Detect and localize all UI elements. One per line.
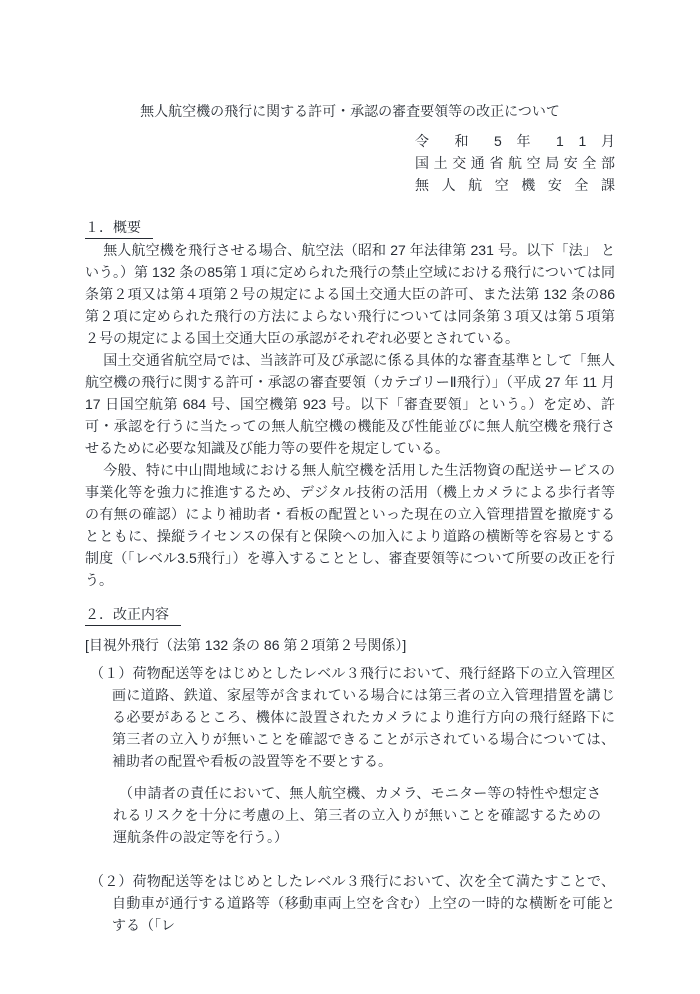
section1-heading: １．概要 [85,216,153,239]
section1-heading-row [85,216,615,239]
byline-block [415,130,615,196]
section2-heading: ２．改正内容 [85,603,181,626]
section-overview [85,216,615,591]
overview-paragraph-2: 国土交通省航空局では、当該許可及び承認に係る具体的な審査基準として「無人航空機の飛行に関する許可・承認の審査要領（カテゴリーⅡ飛行）」（平成 27 年 11 月 17 日国空航第 684 号、国空機第 923 号。以下「審査要領」という。）を定め、許可・承認を行うに当たっての無人航空機の機能及び性能並びに無人航空機を飛行させるために必要な知識及び能力等の要件を規定している。 [85,352,615,456]
section-amendments [85,603,615,936]
document-title: 無人航空機の飛行に関する許可・承認の審査要領等の改正について [140,103,560,119]
overview-paragraph-3: 今般、特に中山間地域における無人航空機を活用した生活物資の配送サービスの事業化等を強力に推進するため、デジタル技術の活用（機上カメラによる歩行者等の有無の確認）により補助者・看板の配置といった現在の立入管理措置を撤廃するとともに、操縦ライセンスの保有と保険への加入により道路の横断等を容易とする制度（「レベル3.5飛行」）を導入することとし、審査要領等について所要の改正を行う。 [85,462,615,588]
department-line: 無 人 航 空 機 安 全 課 [415,177,615,193]
section2-heading-row [85,603,615,626]
amendment-item-1: （１）荷物配送等をはじめとしたレベル３飛行において、飛行経路下の立入管理区画に道路、鉄道、家屋等が含まれている場合には第三者の立入管理措置を講じる必要があるところ、機体に設置されたカメラにより進行方向の飛行経路下に第三者の立入りが無いことを確認できることが示されている場合については、補助者の配置や看板の設置等を不要とする。 [90,665,615,769]
overview-paragraph-1: 無人航空機を飛行させる場合、航空法（昭和 27 年法律第 231 号。以下「法」 という。）第 132 条の85第１項に定められた飛行の禁止空域における飛行については同条第２項又は第４項第２号の規定による国土交通大臣の許可、また法第 132 条の86第２項に定められた飛行の方法によらない飛行については同条第３項又は第５項第２号の規定による国土交通大臣の承認がそれぞれ必要とされている。 [85,242,615,346]
amendment-item-2: （２）荷物配送等をはじめとしたレベル３飛行において、次を全て満たすことで、自動車が通行する道路等（移動車両上空を含む）上空の一時的な横断を可能とする（「レ [90,873,615,933]
subsection-bracket-label: [目視外飛行（法第 132 条の 86 第２項第２号関係）] [85,637,407,653]
organization-line: 国土交通省航空局安全部 [415,155,615,171]
amendment-item-1-note: （申請者の責任において、無人航空機、カメラ、モニター等の特性や想定されるリスクを十分に考慮の上、第三者の立入りが無いことを確認するための運航条件の設定等を行う。） [113,785,601,845]
date-line: 令 和 5 年 1 1 月 [415,133,615,149]
